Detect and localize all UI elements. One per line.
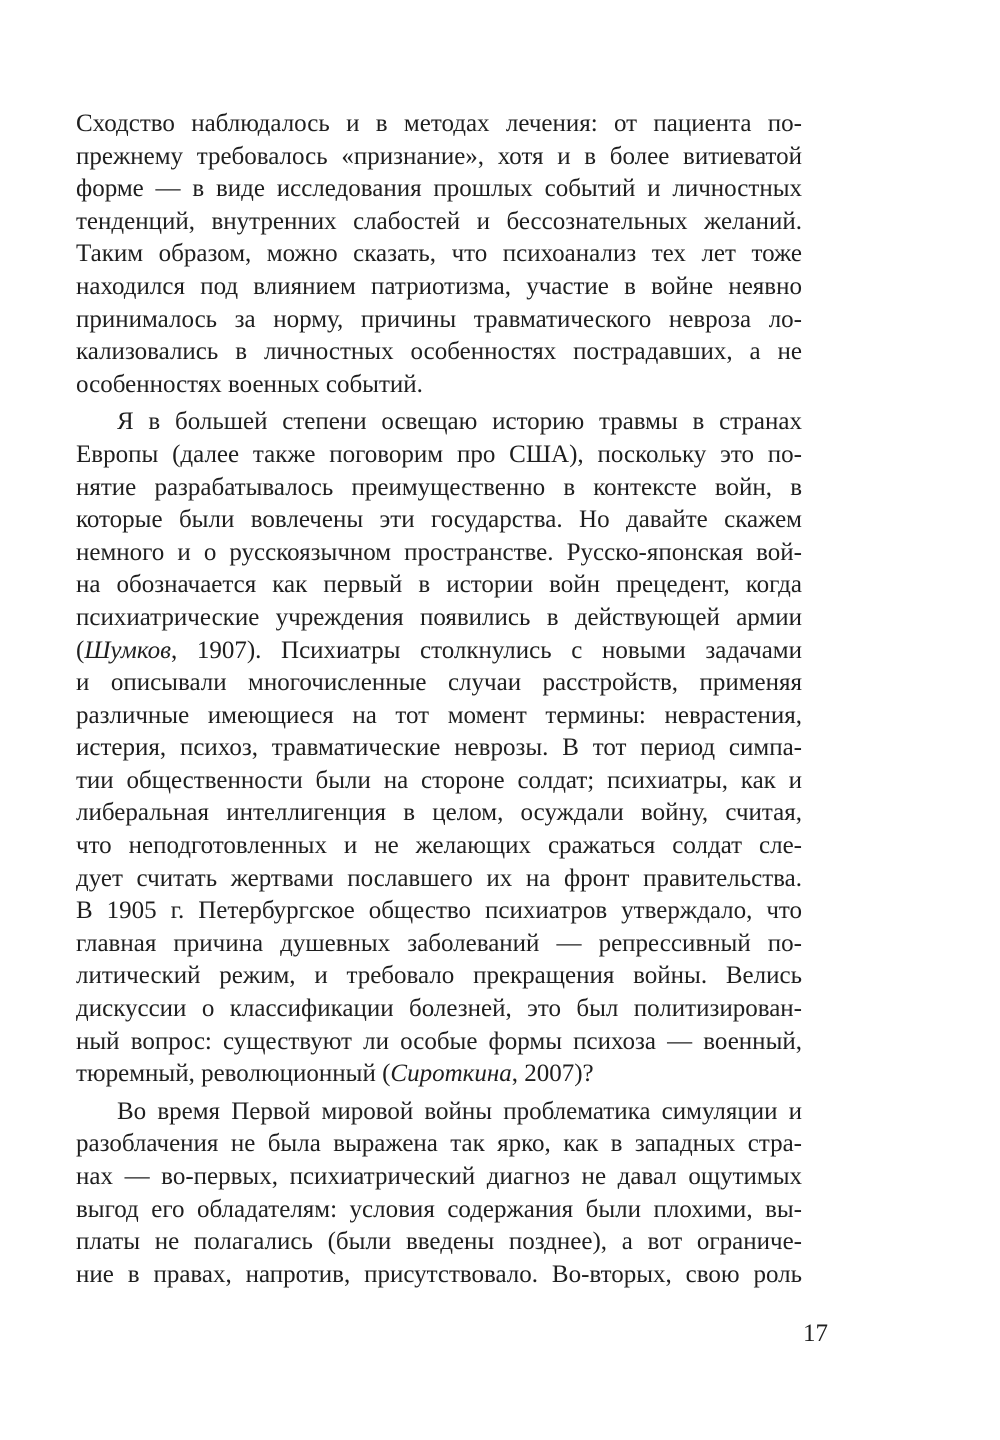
text-line [76, 635, 802, 668]
text-line: Европы (далее также поговорим про США), поскольку это по- [76, 440, 802, 468]
text-line: ние в правах, напротив, присутствовало. Во-вторых, свою роль [76, 1260, 802, 1288]
text-line: что неподготовленных и не желающих сражаться солдат сле- [76, 832, 802, 860]
text-line: принималось за норму, причины травматического невроза ло- [76, 305, 802, 333]
paragraph [76, 1096, 802, 1292]
text-line: нятие разрабатывалось преимущественно в контексте войн, в [76, 473, 802, 501]
text-line: дует считать жертвами пославшего их на фронт правительства. [76, 864, 802, 892]
text-line: платы не полагались (были введены позднее), а вот ограниче- [76, 1228, 802, 1256]
page-number: 17 [803, 1320, 828, 1347]
text-line: Во время Первой мировой войны проблематика симуляции и [117, 1097, 802, 1125]
text-line: либеральная интеллигенция в целом, осуждали войну, считая, [76, 799, 802, 827]
text-line: главная причина душевных заболеваний — репрессивный по- [76, 929, 802, 957]
paragraph [76, 406, 802, 1090]
text-line: особенностях военных событий. [76, 370, 423, 398]
text-line: немного и о русскоязычном пространстве. Русско-японская вой- [76, 538, 802, 566]
text-line: нах — во-первых, психиатрический диагноз не давал ощутимых [76, 1163, 802, 1190]
text-line: литический режим, и требовало прекращения войны. Велись [76, 962, 802, 990]
text-segment: , 2007)? [511, 1060, 594, 1088]
text-line: различные имеющиеся на тот момент термины: неврастения, [76, 701, 802, 729]
text-line: истерия, психоз, травматические неврозы. В тот период симпа- [76, 734, 802, 762]
text-line: разоблачения не была выражена так ярко, как в западных стра- [76, 1130, 802, 1158]
text-line: выгод его обладателям: условия содержания были плохими, вы- [76, 1195, 802, 1223]
text-line [76, 1058, 802, 1091]
text-line: Я в большей степени освещаю историю травмы в странах [117, 408, 802, 436]
text-line: кализовались в личностных особенностях пострадавших, а не [76, 338, 802, 366]
text-segment: ( [76, 636, 85, 664]
citation-author: Шумков [84, 636, 171, 664]
text-line: которые были вовлечены эти государства. Но давайте скажем [76, 506, 802, 534]
page-text [76, 108, 802, 1291]
text-line: находился под влиянием патриотизма, участие в войне неявно [76, 272, 802, 300]
text-line: прежнему требовалось «признание», хотя и в более витиеватой [76, 142, 802, 170]
paragraph [76, 108, 802, 401]
text-segment: , 1907). Психиатры столкнулись с новыми задачами [170, 636, 802, 664]
text-line: дискуссии о классификации болезней, это был политизирован- [76, 995, 802, 1023]
citation-author: Сироткина [390, 1060, 512, 1088]
text-line: В 1905 г. Петербургское общество психиатров утверждало, что [76, 897, 802, 925]
text-line: тенденций, внутренних слабостей и бессознательных желаний. [76, 207, 802, 235]
text-line: психиатрические учреждения появились в действующей армии [76, 603, 802, 631]
text-line: Сходство наблюдалось и в методах лечения: от пациента по- [76, 110, 802, 137]
text-segment: тюремный, революционный ( [76, 1060, 391, 1088]
text-line: Таким образом, можно сказать, что психоанализ тех лет тоже [76, 240, 802, 268]
text-line: ный вопрос: существуют ли особые формы психоза — военный, [76, 1027, 802, 1055]
text-line: и описывали многочисленные случаи расстройств, применяя [76, 669, 802, 697]
text-line: на обозначается как первый в истории войн прецедент, когда [76, 571, 802, 599]
text-line: форме — в виде исследования прошлых событий и личностных [76, 175, 802, 203]
text-line: тии общественности были на стороне солдат; психиатры, как и [76, 766, 802, 794]
